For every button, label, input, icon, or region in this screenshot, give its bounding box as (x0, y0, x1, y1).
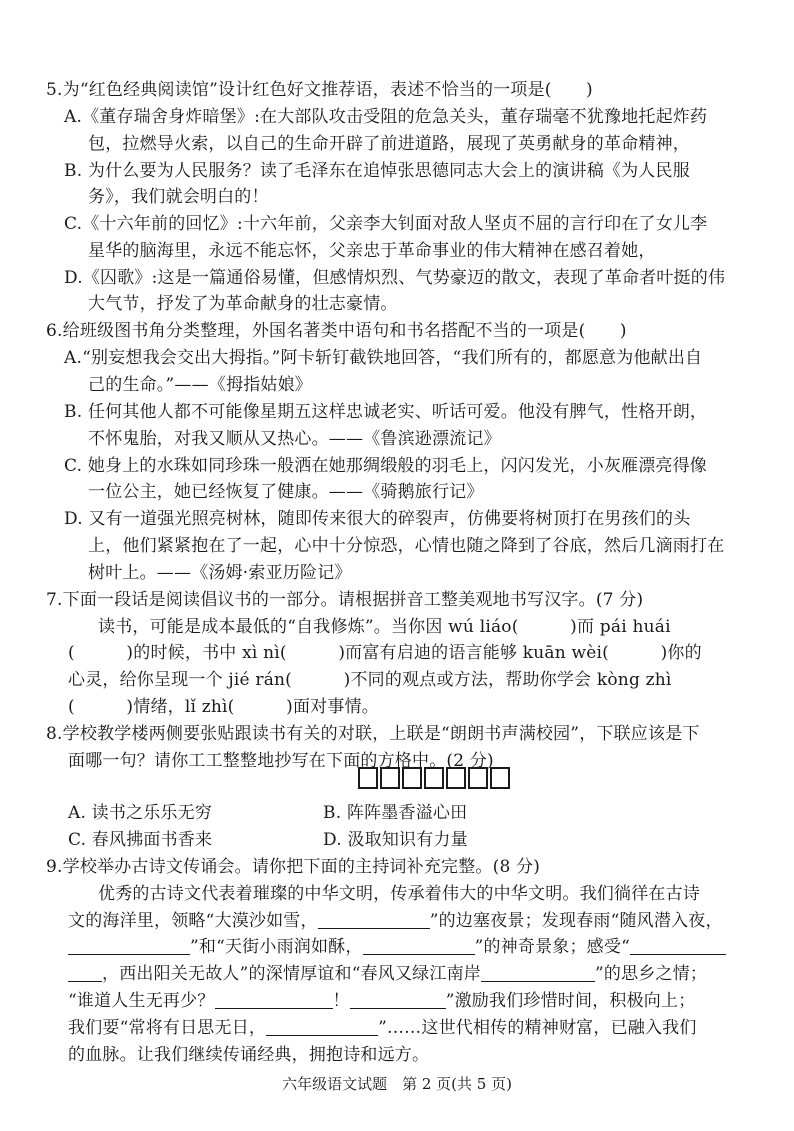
q5-option-a-cont: 包，拉燃导火索，以自己的生命开辟了前进道路，展现了英勇献身的革命精神， (88, 134, 690, 154)
q6-option-b: B. 任何其他人都不可能像星期五这样忠诚老实、听话可爱。他没有脾气，性格开朗， (64, 402, 708, 422)
q9-text: ”……这世代相传的精神财富，已融入我们 (378, 1018, 697, 1038)
q6-option-d-cont2: 树叶上。——《汤姆·索亚历险记》 (88, 563, 352, 583)
q8-option-a: A. 读书之乐乐无穷 (68, 803, 213, 823)
fill-blank[interactable] (318, 911, 430, 929)
q9-text: 我们要“常将有日思无日， (68, 1018, 267, 1038)
q5-option-b: B. 为什么要为人民服务？读了毛泽东在追悼张思德同志大会上的演讲稿《为人民服 (64, 161, 690, 181)
q6-option-c-cont: 一位公主，她已经恢复了健康。——《骑鹅旅行记》 (88, 482, 484, 502)
q9-para-4 (68, 963, 707, 985)
q9-para-6 (68, 1017, 697, 1039)
q9-text: 文的海洋里，领略“大漠沙如雪， (68, 911, 318, 931)
q9-para-1: 优秀的古诗文代表着璀璨的中华文明，传承着伟大的中华文明。我们徜徉在古诗 (98, 884, 700, 904)
q7-line-2: ( )的时候，书中 xì nì( )而富有启迪的语言能够 kuān wèi( )你的 (68, 643, 702, 663)
q6-option-d-cont: 上，他们紧紧抱在了一起，心中十分惊恐，心情也随之降到了谷底，然后几滴雨打在 (88, 536, 725, 556)
q5-option-a: A.《董存瑞舍身炸暗堡》:在大部队攻击受阻的危急关头，董存瑞毫不犹豫地托起炸药 (64, 107, 708, 127)
q5-stem: 5.为“红色经典阅读馆”设计红色好文推荐语，表述不恰当的一项是( ) (46, 80, 593, 100)
q8-stem-cont: 面哪一句？请你工工整整地抄写在下面的方格中。(2 分) (68, 751, 494, 771)
q9-para-3 (68, 936, 726, 958)
q9-text: ”的神奇景象；感受“ (474, 937, 630, 957)
answer-box[interactable] (402, 767, 422, 789)
q9-text: ”激励我们珍惜时间，积极向上； (445, 991, 696, 1011)
fill-blank[interactable] (350, 991, 446, 1009)
fill-blank[interactable] (481, 964, 595, 982)
q8-option-d: D. 汲取知识有力量 (323, 830, 468, 850)
answer-grid[interactable] (358, 767, 512, 789)
q6-option-c: C. 她身上的水珠如同珍珠一般洒在她那绸缎般的羽毛上，闪闪发光，小灰雁漂亮得像 (64, 456, 708, 476)
q5-option-d: D.《囚歌》:这是一篇通俗易懂，但感情炽烈、气势豪迈的散文，表现了革命者叶挺的伟 (64, 268, 726, 288)
q6-option-d: D. 又有一道强光照亮树林，随即传来很大的碎裂声，仿佛要将树顶打在男孩们的头 (64, 509, 691, 529)
answer-box[interactable] (446, 767, 466, 789)
q9-text: ”的思乡之情； (594, 964, 708, 984)
q7-line-4: ( )情绪，lǐ zhì( )面对事情。 (68, 697, 379, 717)
q6-option-a: A.“别妄想我会交出大拇指。”阿卡斩钉截铁地回答，“我们所有的，都愿意为他献出自 (64, 348, 703, 368)
q7-stem: 7.下面一段话是阅读倡议书的一部分。请根据拼音工整美观地书写汉字。(7 分) (46, 590, 644, 610)
answer-box[interactable] (358, 767, 378, 789)
q8-stem: 8.学校教学楼两侧要张贴跟读书有关的对联，上联是“朗朗书声满校园”，下联应该是下 (46, 724, 700, 744)
q5-option-b-cont: 务》，我们就会明白的！ (88, 187, 269, 207)
q6-option-a-cont: 己的生命。”——《拇指姑娘》 (88, 375, 312, 395)
q9-text: ！ (332, 991, 350, 1011)
fill-blank[interactable] (266, 1018, 378, 1036)
q9-text: ”的边塞夜景；发现春雨“随风潜入夜， (429, 911, 723, 931)
q9-para-5 (68, 990, 695, 1012)
answer-box[interactable] (490, 767, 510, 789)
q5-option-c: C.《十六年前的回忆》:十六年前，父亲李大钊面对敌人坚贞不屈的言行印在了女儿李 (64, 214, 708, 234)
q9-text: ，西出阳关无故人”的深情厚谊和“春风又绿江南岸 (102, 964, 481, 984)
q9-stem: 9.学校举办古诗文传诵会。请你把下面的主持词补充完整。(8 分) (46, 857, 541, 877)
q8-option-b: B. 阵阵墨香溢心田 (323, 803, 468, 823)
q9-para-7: 的血脉。让我们继续传诵经典，拥抱诗和远方。 (68, 1045, 430, 1065)
q9-text: “谁道人生无再少？ (68, 991, 215, 1011)
page-footer: 六年级语文试题 第 2 页(共 5 页) (282, 1075, 512, 1093)
answer-box[interactable] (424, 767, 444, 789)
q9-para-2 (68, 910, 723, 932)
q5-option-d-cont: 大气节，抒发了为革命献身的壮志豪情。 (88, 294, 398, 314)
q9-text: ”和“天街小雨润如酥， (190, 937, 363, 957)
q5-option-c-cont: 星华的脑海里，永远不能忘怀，父亲忠于革命事业的伟大精神在感召着她， (88, 241, 656, 261)
q6-stem: 6.给班级图书角分类整理，外国名著类中语句和书名搭配不当的一项是( ) (46, 321, 627, 341)
fill-blank[interactable] (363, 937, 475, 955)
fill-blank[interactable] (630, 937, 726, 955)
fill-blank[interactable] (68, 964, 102, 982)
answer-box[interactable] (468, 767, 488, 789)
fill-blank[interactable] (215, 991, 333, 1009)
q7-line-1: 读书，可能是成本最低的“自我修炼”。当你因 wú liáo( )而 pái huái (98, 617, 671, 637)
q6-option-b-cont: 不怀鬼胎，对我又顺从又热心。——《鲁滨逊漂流记》 (88, 429, 501, 449)
q7-line-3: 心灵，给你呈现一个 jié rán( )不同的观点或方法，帮助你学会 kòng zhì (68, 670, 672, 690)
fill-blank[interactable] (68, 937, 190, 955)
answer-box[interactable] (380, 767, 400, 789)
q8-option-c: C. 春风拂面书香来 (68, 830, 213, 850)
